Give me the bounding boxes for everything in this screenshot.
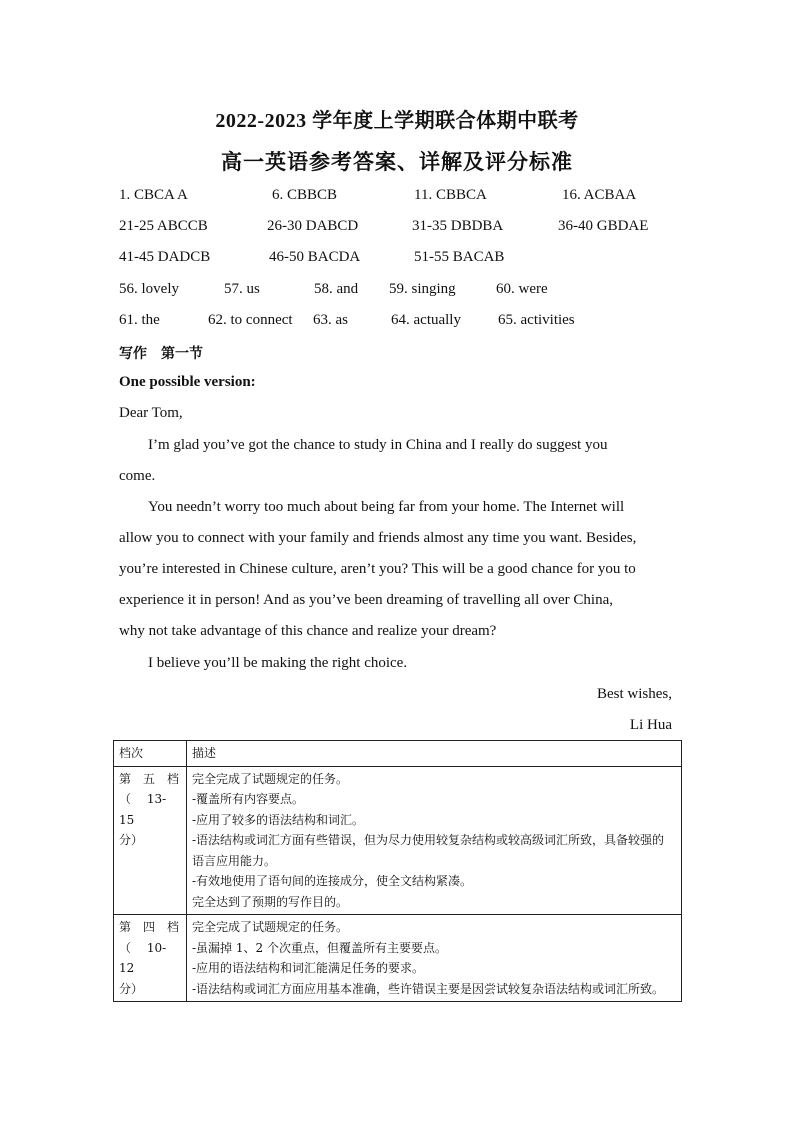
table-row [114,766,682,915]
description-line: 完全完成了试题规定的任务。 [192,771,349,786]
answer-item: 57. us [224,281,260,297]
answer-row-3 [119,249,719,271]
answer-item: 26-30 DABCD [267,218,359,234]
description-line: 完全完成了试题规定的任务。 [192,920,349,934]
answer-item: 61. the [119,312,160,328]
level-name: 第 五 档 [119,771,180,786]
answer-row-4 [119,281,719,303]
letter-greeting: Dear Tom, [119,405,183,421]
answer-item: 16. ACBAA [562,187,637,203]
answer-item: 51-55 BACAB [414,249,505,265]
answer-item: 41-45 DADCB [119,249,211,265]
answer-item: 60. were [496,281,548,297]
table-header-row [114,741,682,767]
description-line: -虽漏掉 1、2 个次重点，但覆盖所有主要要点。 [192,940,447,955]
answer-item: 65. activities [498,312,575,328]
answer-item: 21-25 ABCCB [119,218,208,234]
page-title: 2022-2023 学年度上学期联合体期中联考 [215,110,579,132]
description-line: -语法结构或词汇方面应用基本准确，些许错误主要是因尝试较复杂语法结构或词汇所致。 [192,981,665,996]
header-description: 描述 [187,741,682,767]
scoring-rubric-table [113,740,682,1002]
level-unit: 分） [119,981,144,996]
answer-item: 63. as [313,312,348,328]
answer-item: 56. lovely [119,281,179,297]
letter-text-line: come. [119,468,156,484]
answer-item: 62. to connect [208,312,293,328]
letter-closing: Best wishes, [597,686,672,702]
description-line: -有效地使用了语句间的连接成分，使全文结构紧凑。 [192,874,473,888]
answer-item: 1. CBCA A [119,187,188,203]
version-label: One possible version: [119,374,256,390]
letter-text-line: allow you to connect with your family and friends almost any time you want. Besides, [119,530,637,546]
answer-item: 46-50 BACDA [269,249,361,265]
description-line: -应用的语法结构和词汇能满足任务的要求。 [192,961,425,975]
description-cell [187,766,682,915]
level-cell [114,766,187,915]
letter-text-line: experience it in person! And as you’ve been dreaming of travelling all over China, [119,592,614,608]
description-line: 完全达到了预期的写作目的。 [192,894,349,909]
answer-item: 36-40 GBDAE [558,218,649,234]
letter-text-line: you’re interested in Chinese culture, aren’t you? This will be a good chance for you to [119,561,636,577]
letter-signature: Li Hua [629,717,672,733]
answer-row-2 [119,218,719,240]
level-name: 第 四 档 [119,920,180,934]
answer-item: 64. actually [391,312,461,328]
letter-text-line: You needn’t worry too much about being far from your home. The Internet will [148,499,625,515]
description-cell [187,915,682,1002]
description-line: -应用了较多的语法结构和词汇。 [192,812,365,827]
answer-item: 59. singing [389,281,456,297]
page-subtitle: 高一英语参考答案、详解及评分标准 [221,150,573,174]
letter-text-line: I’m glad you’ve got the chance to study in China and I really do suggest you [148,437,608,453]
level-range: （ 10-12 [119,940,167,975]
answer-item: 31-35 DBDBA [412,218,504,234]
writing-section-heading: 写作 第一节 [119,346,203,362]
answer-row-5 [119,312,719,334]
table-row [114,915,682,1002]
level-cell [114,915,187,1002]
header-level: 档次 [114,741,187,767]
answer-row-1 [119,187,719,209]
answer-item: 11. CBBCA [414,187,487,203]
level-unit: 分） [119,833,144,847]
answer-item: 6. CBBCB [272,187,338,203]
level-range: （ 13-15 [119,792,167,827]
answer-item: 58. and [314,281,359,297]
description-line: -语法结构或词汇方面有些错误，但为尽力使用较复杂结构或较高级词汇所致，具备较强的语言应用能力。 [192,833,665,868]
letter-text-line: I believe you’ll be making the right choice. [148,655,408,671]
letter-text-line: why not take advantage of this chance and realize your dream? [119,623,497,639]
description-line: -覆盖所有内容要点。 [192,792,305,806]
